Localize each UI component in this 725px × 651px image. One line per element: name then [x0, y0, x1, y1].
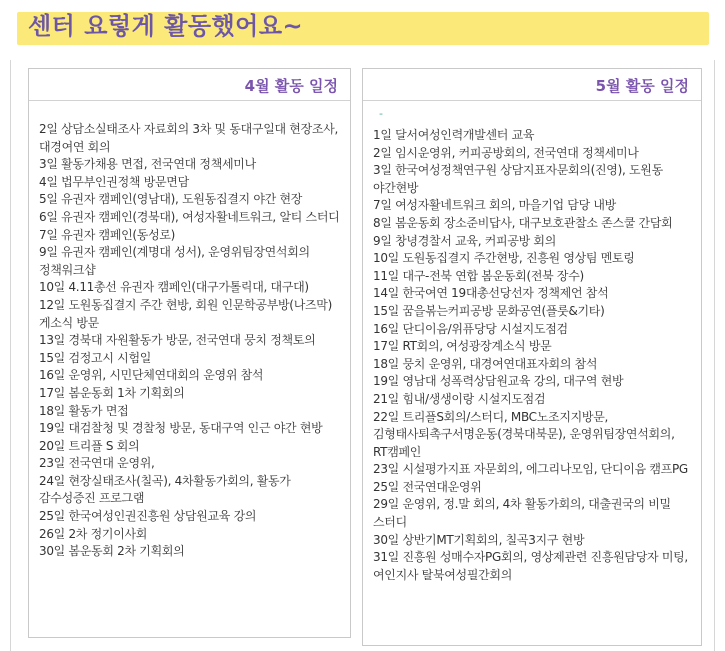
may-event-item: 19일 영남대 성폭력상담원교육 강의, 대구역 현방	[373, 374, 624, 389]
dash-mark: -	[379, 107, 383, 120]
april-event-item: 13일 경북대 자원활동가 방문, 전국연대 뭉치 정책토의	[39, 333, 316, 348]
april-event-item: 20일 트리플 S 회의	[39, 438, 140, 453]
may-event-item: 22일 트리플S회의/스터디, MBC노조지지방문, 김형태사퇴촉구서명운동(경북대북문), 운영위팀장연석회의, RT캠페인	[373, 409, 675, 459]
april-event-item: 26일 2차 정기이사회	[39, 526, 148, 541]
may-event-item: 14일 한국여연 19대총선당선자 정책제언 참석	[373, 286, 609, 301]
april-event-item: 12일 도원동집결지 주간 현방, 회원 인문학공부방(나즈막) 게소식 방문	[39, 297, 332, 330]
may-event-item: 1일 달서여성인력개발센터 교육	[373, 128, 535, 142]
may-event-item: 16일 단디이음/위퓨당당 시설지도점검	[373, 321, 568, 336]
april-event-item: 3일 활동가채용 면접, 전국연대 정책세미나	[39, 157, 256, 172]
may-event-item: 3일 한국여성정책연구원 상담지표자문회의(진영), 도원동 야간현방	[373, 163, 663, 195]
may-event-item: 21일 힘내/생생이랑 시설지도점검	[373, 391, 546, 406]
may-event-item: 2일 임시운영위, 커피공방회의, 전국연대 정책세미나	[373, 145, 639, 160]
april-event-item: 7일 유권자 캠페인(동성로)	[39, 227, 176, 242]
may-event-item: 30일 상반기MT기획회의, 칠곡3지구 현방	[373, 532, 585, 547]
april-event-list	[29, 101, 350, 561]
may-heading: 5월 활동 일정	[363, 69, 701, 101]
april-event-item: 30일 봄운동회 2차 기획회의	[39, 544, 185, 559]
may-event-item: 23일 시설평가지표 자문회의, 에그리나모임, 단디이음 캠프PG	[373, 462, 688, 477]
may-event-list	[363, 119, 701, 584]
may-event-item: 17일 RT회의, 여성광장계소식 방문	[373, 339, 552, 354]
april-event-item: 19일 대검찰청 및 경찰청 방문, 동대구역 인근 야간 현방	[39, 421, 323, 436]
may-event-item: 10일 도원동집결지 주간현방, 진흥원 영상팀 멘토링	[373, 251, 635, 266]
april-event-item: 23일 전국연대 운영위,	[39, 456, 155, 471]
april-event-item: 16일 운영위, 시민단체연대회의 운영위 참석	[39, 368, 264, 383]
april-event-item: 6일 유권자 캠페인(경북대), 여성자활네트워크, 알티 스터디	[39, 209, 340, 224]
april-event-item: 10일 4.11총선 유권자 캠페인(대구가톨릭대, 대구대)	[39, 280, 309, 295]
april-heading: 4월 활동 일정	[29, 69, 350, 101]
april-schedule-panel	[28, 68, 351, 638]
may-event-item: 8일 봄운동회 장소준비답사, 대구보호관찰소 존스쿨 간담회	[373, 215, 673, 230]
april-event-item: 9일 유권자 캠페인(계명대 성서), 운영위팀장연석회의 정책워크샵	[39, 245, 310, 277]
april-event-item: 4일 법무부인권정책 방문면담	[39, 174, 189, 189]
april-event-item: 2일 상담소실태조사 자료회의 3차 및 동대구일대 현장조사, 대경여연 회의	[39, 122, 338, 154]
may-event-item: 18일 뭉치 운영위, 대경여연대표자회의 참석	[373, 356, 598, 371]
may-event-item: 29일 운영위, 정.말 회의, 4차 활동가회의, 대출권국의 비밀 스터디	[373, 497, 671, 530]
may-event-item: 31일 진흥원 성매수자PG회의, 영상제관련 진흥원담당자 미팅, 여인지사 탈북여성필간회의	[373, 550, 688, 582]
may-event-item: 7일 여성자활네트워크 회의, 마을기업 담당 내방	[373, 198, 616, 213]
april-event-item: 5일 유권자 캠페인(영남대), 도원동집결지 야간 현장	[39, 192, 303, 207]
april-event-item: 24일 현장실태조사(칠곡), 4차활동가회의, 활동가 감수성증진 프로그램	[39, 473, 291, 506]
may-schedule-panel	[362, 68, 702, 646]
page-title: 센터 요렇게 활동했어요~	[28, 12, 304, 40]
april-event-item: 25일 한국여성인권진흥원 상담원교육 강의	[39, 509, 257, 524]
may-event-item: 15일 꿈을볶는커피공방 문화공연(플룻&기타)	[373, 303, 605, 318]
may-event-item: 11일 대구-전북 연합 봄운동회(전북 장수)	[373, 268, 584, 283]
april-event-item: 18일 활동가 면접	[39, 403, 129, 418]
april-event-item: 17일 봄운동회 1차 기획회의	[39, 385, 185, 400]
may-event-item: 25일 전국연대운영위	[373, 479, 482, 494]
april-event-item: 15일 검정고시 시험일	[39, 350, 152, 365]
may-event-item: 9일 창녕경찰서 교육, 커피공방 회의	[373, 233, 556, 248]
